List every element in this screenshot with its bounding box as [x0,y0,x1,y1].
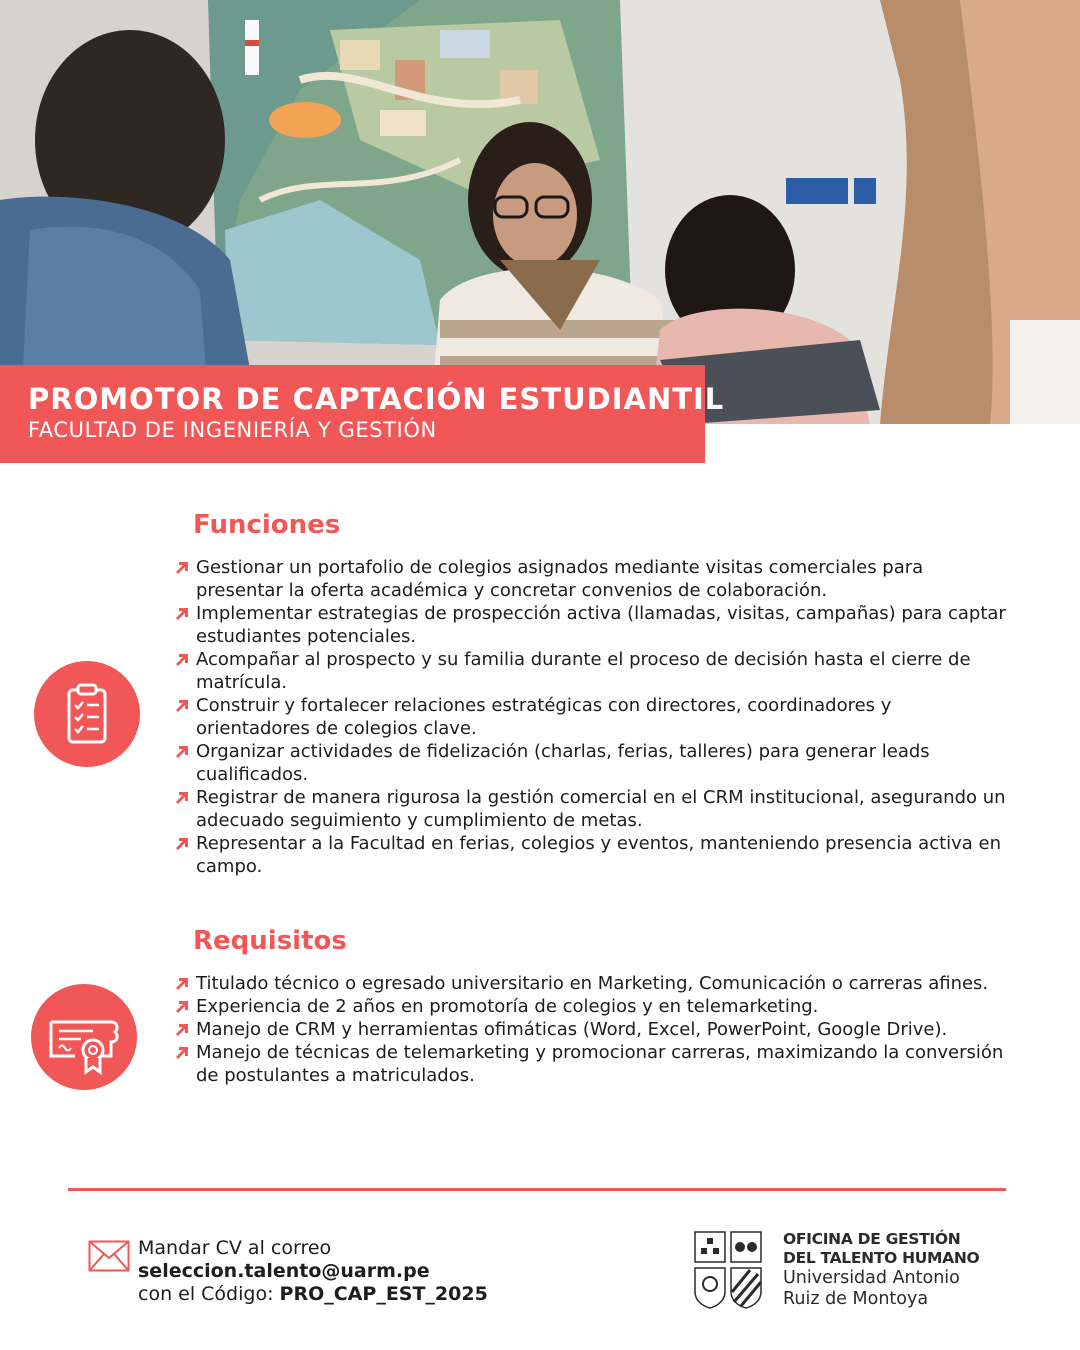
list-item: Representar a la Facultad en ferias, colegios y eventos, manteniendo presencia activa en campo. [176,832,1006,878]
title-band [0,365,725,463]
list-item: Construir y fortalecer relaciones estratégicas con directores, coordinadores y orientadores de colegios clave. [176,694,1006,740]
org-office-line1: OFICINA DE GESTIÓN [783,1230,961,1248]
contact-email[interactable]: seleccion.talento@uarm.pe [138,1260,430,1282]
arrow-up-right-icon [176,1001,188,1013]
org-office-line2: DEL TALENTO HUMANO [783,1249,980,1267]
org-university-line1: Universidad Antonio [783,1268,960,1288]
arrow-up-right-icon [176,978,188,990]
list-item: Organizar actividades de fidelización (charlas, ferias, talleres) para generar leads cualificados. [176,740,1006,786]
contact-code-label: con el Código: [138,1283,280,1305]
list-item: Manejo de técnicas de telemarketing y promocionar carreras, maximizando la conversión de postulantes a matriculados. [176,1041,1006,1087]
org-university-line2: Ruiz de Montoya [783,1289,929,1309]
list-item: Acompañar al prospecto y su familia durante el proceso de decisión hasta el cierre de matrícula. [176,648,1006,694]
arrow-up-right-icon [176,608,188,620]
certificate-diploma-icon [31,984,137,1090]
envelope-icon [88,1240,130,1272]
arrow-up-right-icon [176,1024,188,1036]
arrow-up-right-icon [176,700,188,712]
funciones-list [176,556,1006,878]
arrow-up-right-icon [176,838,188,850]
clipboard-checklist-icon [34,661,140,767]
list-item: Manejo de CRM y herramientas ofimáticas (Word, Excel, PowerPoint, Google Drive). [176,1018,1006,1041]
job-title: PROMOTOR DE CAPTACIÓN ESTUDIANTIL [28,382,725,416]
footer-divider [68,1188,1006,1191]
org-name [783,1230,979,1310]
funciones-heading: Funciones [193,510,341,540]
list-item: Registrar de manera rigurosa la gestión comercial en el CRM institucional, asegurando un adecuado seguimiento y cumplimiento de metas. [176,786,1006,832]
contact-code: PRO_CAP_EST_2025 [279,1283,488,1305]
arrow-up-right-icon [176,1047,188,1059]
list-item: Implementar estrategias de prospección activa (llamadas, visitas, campañas) para captar estudiantes potenciales. [176,602,1006,648]
list-item: Experiencia de 2 años en promotoría de colegios y en telemarketing. [176,995,1006,1018]
contact-info [138,1237,488,1306]
faculty-subtitle: FACULTAD DE INGENIERÍA Y GESTIÓN [28,418,437,442]
list-item: Gestionar un portafolio de colegios asignados mediante visitas comerciales para presentar la oferta académica y concretar convenios de colaboración. [176,556,1006,602]
arrow-up-right-icon [176,562,188,574]
university-crest-logo [694,1230,764,1310]
requisitos-heading: Requisitos [193,926,347,956]
requisitos-list [176,972,1006,1087]
contact-instruction: Mandar CV al correo [138,1237,332,1259]
list-item: Titulado técnico o egresado universitario en Marketing, Comunicación o carreras afines. [176,972,1006,995]
arrow-up-right-icon [176,746,188,758]
hero-photo-illustration [0,0,1080,424]
arrow-up-right-icon [176,792,188,804]
hero-photo [0,0,1080,424]
arrow-up-right-icon [176,654,188,666]
